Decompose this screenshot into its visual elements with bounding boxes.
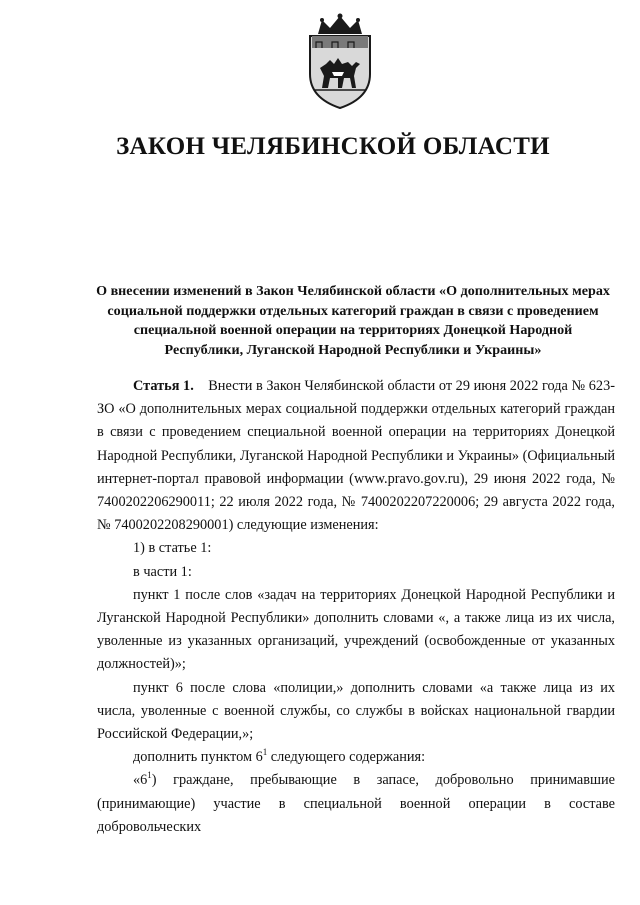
point-6-1-text: ) граждане, пребывающие в запасе, добровольно принимавшие (принимающие) участие в специальной военной операции в составе добровольческих xyxy=(97,772,615,835)
add-point-text: дополнить пунктом 6 xyxy=(133,749,263,766)
paragraph-add-point xyxy=(97,746,615,769)
add-point-text-end: следующего содержания: xyxy=(267,749,426,766)
article-1-text: Внести в Закон Челябинской области от 29 июня 2022 года № 623-ЗО «О дополнительных мерах социальной поддержки отдельных категорий граждан в связи с проведением специальной военной операции на территориях Донецкой Народной Республики, Луганской Народной Республики и Украины» (Официальный интернет-портал правовой информации (www.pravo.gov.ru), 29 июня 2022 года, № 7400202206290011; 22 июля 2022 года, № 7400202207220006; 29 августа 2022 года, № 7400202208290001) следующие изменения: xyxy=(97,378,615,534)
coat-of-arms-icon xyxy=(296,12,384,112)
paragraph-point-6: пункт 6 после слова «полиции,» дополнить словами «а также лица из их числа, уволенные с военной службы, со службы в войсках национальной гвардии Российской Федерации,»; xyxy=(97,679,615,743)
document-body xyxy=(97,375,615,839)
article-label: Статья 1. xyxy=(133,378,194,394)
paragraph-item-1: 1) в статье 1: xyxy=(133,540,212,557)
article-1-intro xyxy=(97,375,615,537)
superscript: 1 xyxy=(262,747,268,758)
paragraph-point-1: пункт 1 после слов «задач на территориях Донецкой Народной Республики и Луганской Народной Республики» дополнить словами «, а также лица из их числа, уволенные из указанных организаций, учреждений (освобожденные от указанных должностей)»; xyxy=(97,586,615,673)
superscript: 1 xyxy=(147,770,152,781)
law-title: ЗАКОН ЧЕЛЯБИНСКОЙ ОБЛАСТИ xyxy=(116,133,550,160)
paragraph-part-1: в части 1: xyxy=(133,563,192,580)
point-6-1-open: «6 xyxy=(133,772,148,789)
law-subtitle: О внесении изменений в Закон Челябинской области «О дополнительных мерах социальной поддержки отдельных категорий граждан в связи с проведением специальной военной операции на территориях Донецкой Народной Республики, Луганской Народной Республики и Украины» xyxy=(96,283,610,358)
paragraph-point-6-1 xyxy=(97,769,615,839)
